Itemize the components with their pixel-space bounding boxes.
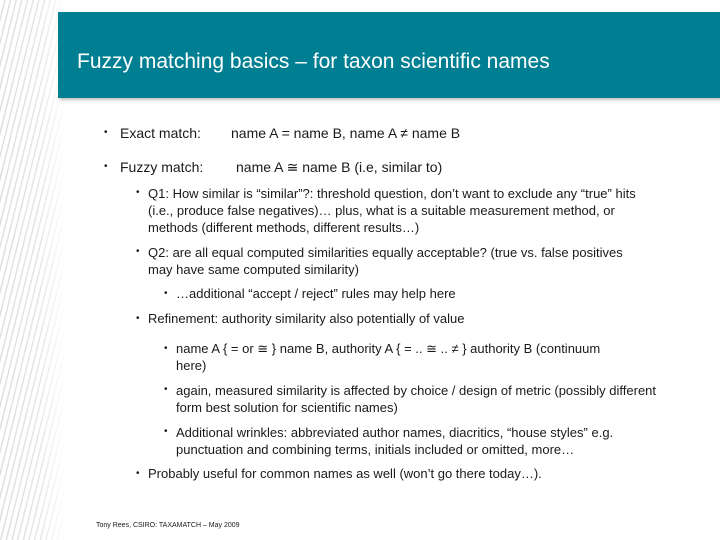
- bullet-ref-sub2: •: [164, 384, 168, 395]
- bullet-q2: •: [136, 246, 140, 257]
- ref-sub3-text: Additional wrinkles: abbreviated author names, diacritics, “house styles” e.g. punctuation and combining terms, initials included or omitted, more…: [176, 425, 614, 457]
- slide-title: Fuzzy matching basics – for taxon scientific names: [77, 50, 550, 73]
- refinement-text: Refinement: authority similarity also potentially of value: [148, 311, 465, 326]
- bullet-q1: •: [136, 187, 140, 198]
- q2-sub-text: …additional “accept / reject” rules may help here: [176, 286, 456, 301]
- fuzzy-match-label: Fuzzy match:: [120, 159, 204, 175]
- footer-credit: Tony Rees, CSIRO: TAXAMATCH – May 2009: [96, 522, 240, 529]
- fuzzy-match-text: name A ≅ name B (i.e, similar to): [236, 159, 443, 175]
- bullet-q2-sub: •: [164, 288, 168, 299]
- bullet-ref-sub1: •: [164, 343, 168, 354]
- bullet-fuzzy: •: [104, 161, 108, 172]
- bullet-refinement: •: [136, 313, 140, 324]
- q1-text: Q1: How similar is “similar”?: threshold question, don’t want to exclude any “true” hits (i.e., produce false negatives)… plus, what is a suitable measurement method, or methods (different methods, different results…): [148, 186, 636, 235]
- exact-match-text: name A = name B, name A ≠ name B: [231, 125, 461, 141]
- ref-sub2-text: again, measured similarity is affected by choice / design of metric (possibly different form best solution for scientific names): [176, 383, 657, 415]
- bullet-common-names: •: [136, 468, 140, 479]
- bullet-ref-sub3: •: [164, 426, 168, 437]
- bullet-exact: •: [104, 127, 108, 138]
- exact-match-label: Exact match:: [120, 125, 201, 141]
- ref-sub1-line2: here): [176, 358, 207, 373]
- title-bar: [58, 12, 720, 98]
- ref-sub1-line1: name A { = or ≅ } name B, authority A { = .. ≅ .. ≠ } authority B (continuum: [176, 341, 601, 356]
- common-names-text: Probably useful for common names as well (won’t go there today…).: [148, 466, 542, 481]
- stripes-fade: [0, 0, 66, 540]
- q2-text: Q2: are all equal computed similarities equally acceptable? (true vs. false positives may have same computed similarity): [148, 245, 623, 277]
